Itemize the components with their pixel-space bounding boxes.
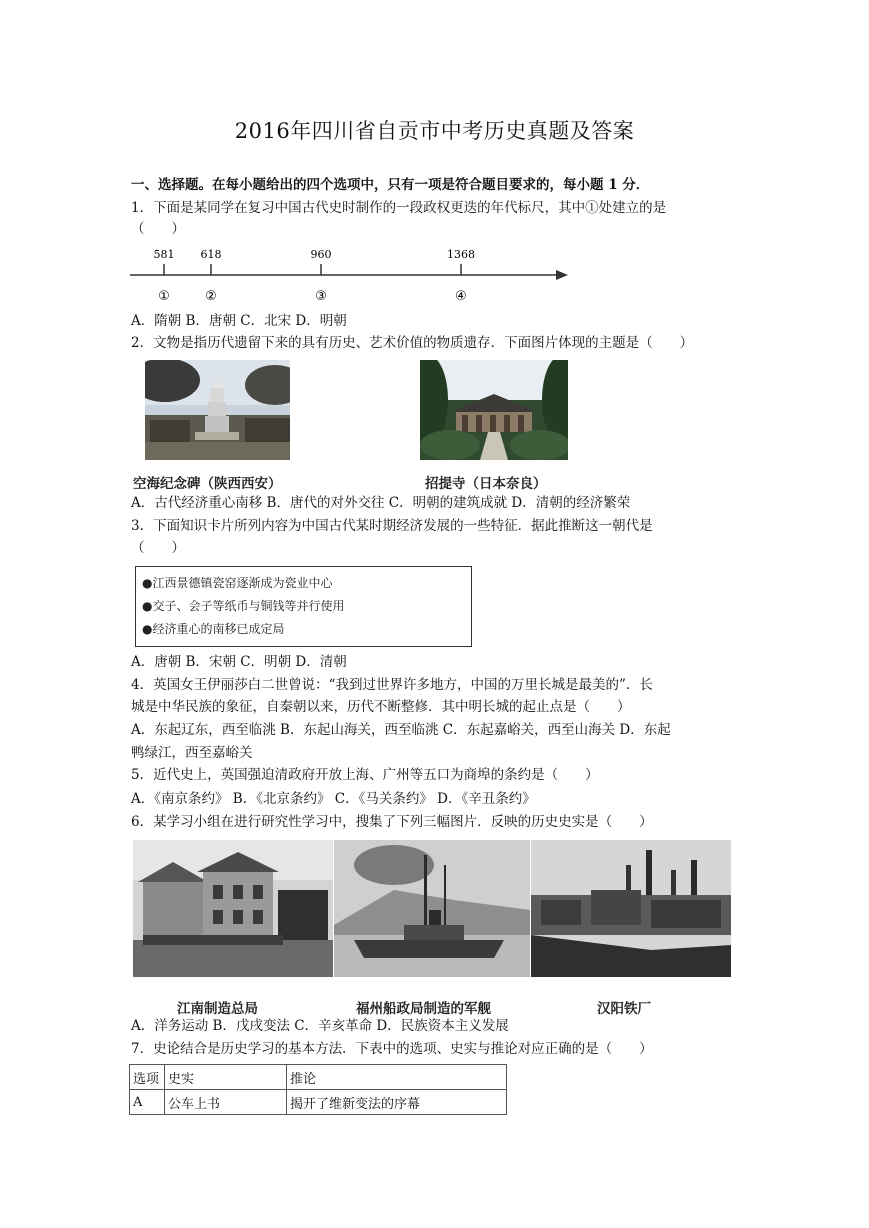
timeline-year: 1368 <box>447 248 475 261</box>
timeline-arrow-icon <box>556 270 568 280</box>
question-3-options: A．唐朝 B．宋朝 C．明朝 D．清朝 <box>131 654 347 670</box>
question-5-options: A．《南京条约》 B．《北京条约》 C．《马关条约》 D．《辛丑条约》 <box>131 791 536 807</box>
question-5-stem: 5．近代史上，英国强迫清政府开放上海、广州等五口为商埠的条约是（ ） <box>131 767 599 783</box>
question-4-stem: 4．英国女王伊丽莎白二世曾说：“我到过世界许多地方，中国的万里长城是最美的”．长 <box>131 677 653 693</box>
kukai-monument-photo <box>145 360 290 460</box>
photo-caption: 空海纪念碑（陕西西安） <box>133 476 282 492</box>
table-header: 推论 <box>287 1065 507 1090</box>
history-table <box>129 1064 507 1115</box>
table-cell: A <box>130 1090 165 1115</box>
photo-caption: 招提寺（日本奈良） <box>425 476 547 492</box>
question-2-stem: 2．文物是指历代遗留下来的具有历史、艺术价值的物质遗存．下面图片体现的主题是（ ） <box>131 335 694 351</box>
table-header-row <box>130 1065 507 1090</box>
question-3-blank: （ ） <box>131 540 185 556</box>
table-header: 选项 <box>130 1065 165 1090</box>
jiangnan-arsenal-photo <box>133 840 333 977</box>
question-4-stem-cont: 城是中华民族的象征，自秦朝以来，历代不断整修．其中明长城的起止点是（ ） <box>131 699 631 715</box>
section-heading: 一、选择题。在每小题给出的四个选项中，只有一项是符合题目要求的，每小题 1 分． <box>131 177 650 193</box>
page-title: 2016年四川省自贡市中考历史真题及答案 <box>234 119 635 143</box>
timeline-year: 618 <box>200 248 222 261</box>
table-cell: 揭开了维新变法的序幕 <box>287 1090 507 1115</box>
table-cell: 公车上书 <box>165 1090 287 1115</box>
fuzhou-warship-photo <box>334 840 530 977</box>
timeline-mark: ① <box>158 289 170 304</box>
question-1-options: A．隋朝 B．唐朝 C．北宋 D．明朝 <box>131 313 347 329</box>
timeline-ruler <box>128 240 578 308</box>
timeline-year: 960 <box>310 248 332 261</box>
knowledge-card-item: ●江西景德镇瓷窑逐渐成为瓷业中心 <box>142 576 333 590</box>
question-7-stem: 7．史论结合是历史学习的基本方法．下表中的选项、史实与推论对应正确的是（ ） <box>131 1041 653 1057</box>
timeline-mark: ④ <box>455 289 467 304</box>
question-1-blank: （ ） <box>131 221 185 237</box>
timeline-year: 581 <box>153 248 175 261</box>
timeline-mark: ② <box>205 289 217 304</box>
question-6-options: A．洋务运动 B．戊戌变法 C．辛亥革命 D．民族资本主义发展 <box>131 1018 509 1034</box>
knowledge-card-item: ●经济重心的南移已成定局 <box>142 622 285 636</box>
timeline-mark: ③ <box>315 289 327 304</box>
question-4-options-cont: 鸭绿江，西至嘉峪关 <box>131 745 253 761</box>
hanyang-ironworks-photo <box>531 840 731 977</box>
question-6-stem: 6．某学习小组在进行研究性学习中，搜集了下列三幅图片．反映的历史史实是（ ） <box>131 814 653 830</box>
question-3-stem: 3．下面知识卡片所列内容为中国古代某时期经济发展的一些特征．据此推断这一朝代是 <box>131 518 653 534</box>
question-4-options: A．东起辽东，西至临洮 B．东起山海关，西至临洮 C．东起嘉峪关，西至山海关 D．东起 <box>131 722 671 738</box>
photo-caption: 福州船政局制造的军舰 <box>356 1001 491 1017</box>
question-2-options: A．古代经济重心南移 B．唐代的对外交往 C．明朝的建筑成就 D．清朝的经济繁荣 <box>131 495 631 511</box>
table-row <box>130 1090 507 1115</box>
knowledge-card-item: ●交子、会子等纸币与铜钱等并行使用 <box>142 599 345 613</box>
question-1-stem: 1．下面是某同学在复习中国古代史时制作的一段政权更迭的年代标尺，其中①处建立的是 <box>131 200 667 216</box>
photo-caption: 汉阳铁厂 <box>597 1001 651 1017</box>
photo-caption: 江南制造总局 <box>177 1001 258 1017</box>
toshodaiji-temple-photo <box>420 360 568 460</box>
table-header: 史实 <box>165 1065 287 1090</box>
